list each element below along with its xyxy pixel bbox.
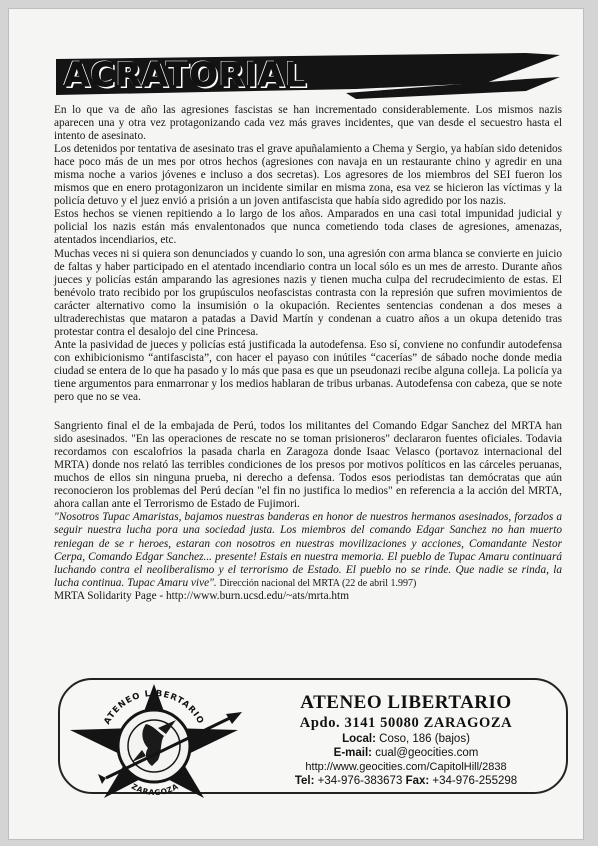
contact-postal-box: Apdo. 3141 50080 ZARAGOZA <box>299 715 513 731</box>
mrta-solidarity-link[interactable]: MRTA Solidarity Page - http://www.burn.ucsd.edu/~ats/mrta.htm <box>54 589 349 602</box>
contact-website[interactable]: http://www.geocities.com/CapitolHill/2838 <box>305 761 507 773</box>
contact-local-label: Local: <box>342 733 376 745</box>
article-body <box>54 104 562 603</box>
article-paragraph-1: En lo que va de año las agresiones fascistas se han incrementado considerablemente. Los mismos nazis aparecen una y otra vez protagonizando cada vez más graves incidentes, que van desde el secuestro hasta el intento de asesinato. <box>54 104 562 143</box>
contact-tel-value: +34-976-383673 <box>317 775 403 787</box>
svg-text:ZARAGOZA <box>130 782 180 797</box>
article-paragraph-3: Estos hechos se vienen repitiendo a lo largo de los años. Amparados en una casi total impunidad judicial y policial los nazis están más envalentonados que nunca cometiendo toda clases de agresiones, amenazas, atentados incendiarios, etc. <box>54 208 562 247</box>
contact-tel-label: Tel: <box>294 775 315 787</box>
contact-fax-label: Fax: <box>405 775 430 787</box>
mrta-paragraph: Sangriento final el de la embajada de Perú, todos los militantes del Comando Edgar Sanchez del MRTA han sido asesinados. "En las operaciones de rescate no se toman prisioneros" declararon fuentes oficiales. Todavia recordamos con escalofrios la pasada charla en Zaragoza donde Isaac Velasco (portavoz internacional del MRTA) donde nos relató las terribles condiciones de los presos por motivos políticos en las cárceles peruanas, muchos de ellos sin ninguna prueba, ni derecho a defensa. Todos esos periodistas tan demócratas que aún reconocieron los problemas del Perú decían "el fin no justifica lo medios" en referencia a la acción del MRTA, ahora callan ante el Terrorismo de Estado de Fujimori. <box>54 420 562 511</box>
article-paragraph-5: Ante la pasividad de jueces y policías está justificada la autodefensa. Eso sí, conviene no confundir autodefensa con exhibicionismo “antifascista”, con hacer el payaso con inútiles “cacerías” de sábado noche donde media ciudad se entera de lo que ha pasado y lo más que pasa es que un pseudonazi recibe alguna colleja. La policía ya tiene argumentos para enmarronar y los medios hablaran de tribus urbanas. Autodefensa con cabeza, que se note pero que no se vea. <box>54 338 562 404</box>
contact-local-value: Coso, 186 (bajos) <box>379 733 470 745</box>
contact-fax-value: +34-976-255298 <box>432 775 518 787</box>
contact-info <box>256 692 556 788</box>
contact-email-value[interactable]: cual@geocities.com <box>375 747 479 759</box>
contact-phone <box>256 774 556 788</box>
masthead-title: ACRATORIAL <box>64 55 307 94</box>
mrta-quote-block <box>54 511 562 589</box>
mrta-quote: "Nosotros Tupac Amaristas, bajamos nuestras banderas en honor de nuestros hermanos asesinados, forzados a seguir nuestra lucha pora una sociedad justa. Los miembros del comando Edgar Sanchez no han muerto reniegan de se r heroes, estaran con nosotros en nuestras movilizaciones y acciones, Comandante Nestor Cerpa, Comando Edgar Sanchez... presente! Estais en nuestra memoria. El pueblo de Tupac Amaru continuará luchando contra el neoliberalismo y el terrorismo de Estado. El pueblo no se rinde. Que nadie se rinda, la lucha continua. Tupac Amaru vive". <box>54 511 562 589</box>
article-paragraph-4: Muchas veces ni si quiera son denunciados y cuando lo son, una agresión con arma blanca se convierte en juicio de faltas y haber participado en el atentado incendiario contra un local sólo es un mes de arresto. Durante años jueces y policías están amparando las agresiones nazis y tienen mucha culpa del recrudecimiento de estas. El benévolo trato recibido por los grupúsculos neofascistas contrasta con la represión que sufren movimientos de carácter alternativo como la insumisión o la okupación. Recientes sentencias condenan a dos meses a ultraderechistas que mataron a patadas a David Martín y condenan a cuatro años a un okupa detenido tras protestar contra el desalojo del cine Princesa. <box>54 247 562 338</box>
masthead <box>56 53 560 99</box>
newsletter-page <box>8 8 584 840</box>
mrta-signature: Dirección nacional del MRTA (22 de abril 1.997) <box>219 577 417 589</box>
contact-email <box>256 746 556 760</box>
contact-local <box>256 732 556 746</box>
emblem-top-text: ATENEO LIBERTARIO <box>102 688 206 727</box>
emblem-bottom-text: ZARAGOZA <box>129 781 181 798</box>
contact-title: ATENEO LIBERTARIO <box>300 692 512 713</box>
contact-email-label: E-mail: <box>333 747 373 759</box>
article-paragraph-2: Los detenidos por tentativa de asesinato tras el grave apuñalamiento a Chema y Sergio, ya habían sido detenidos hace poco más de un mes por otros hechos (agresiones con navaja en un restaurante chino y agredir en una misma noche a varios jóvenes e incluso a dos secretas). Los agresores de los miembros del SEI fueron los mismos que en enero protagonizaron un incidente similar en misma zona, esa vez se hicieron las víctimas y la policía detuvo y el juez envió a prisión a un joven antifascista que había sido agredido por los nazis. <box>54 143 563 208</box>
section-gap <box>54 404 562 420</box>
ateneo-libertario-emblem <box>66 680 246 800</box>
